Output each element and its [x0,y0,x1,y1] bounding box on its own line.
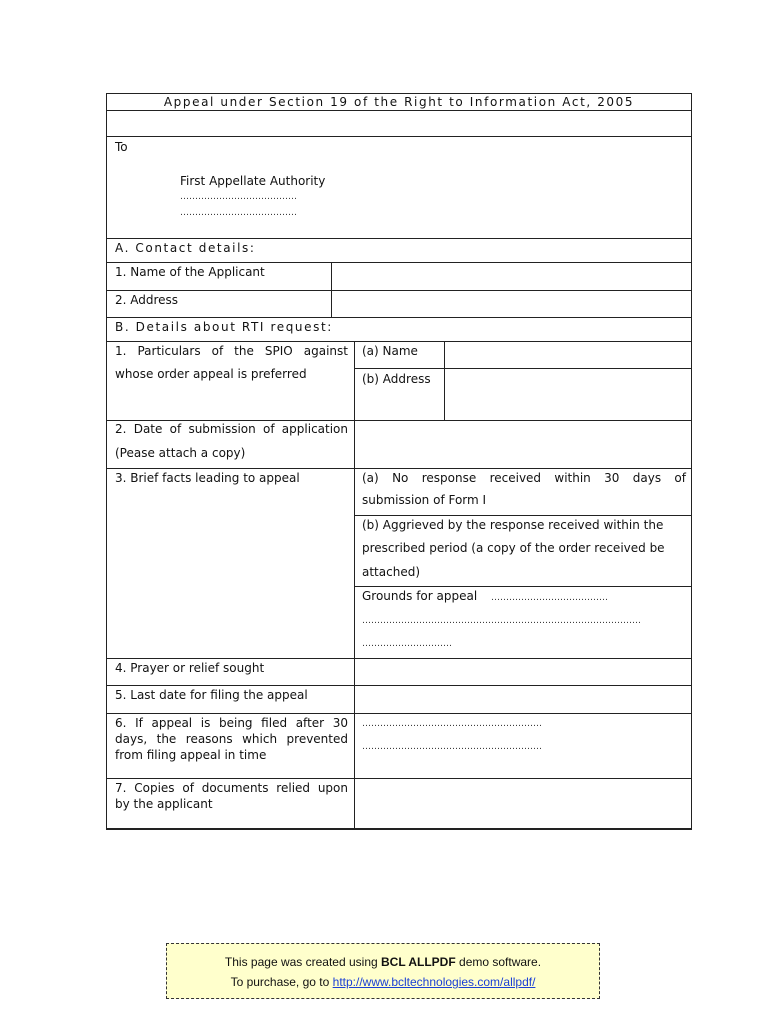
column-divider [354,341,355,830]
last-date-field[interactable] [356,686,691,712]
row-divider [355,368,691,369]
spio-address-label: (b) Address [362,372,431,386]
submission-date-label: 2. Date of submission of application [115,422,348,436]
prayer-relief-field[interactable] [356,659,691,684]
copies-documents-field[interactable] [356,779,691,827]
option-aggrieved-cont-2: attached) [362,565,421,579]
grounds-blank-line-3: ………………………… [362,639,452,649]
last-date-label: 5. Last date for filing the appeal [115,688,308,702]
row-divider [107,468,691,469]
address-label: 2. Address [115,293,179,307]
spio-address-field[interactable] [446,370,691,419]
authority-blank-line-1: ………………………………… [180,192,297,202]
applicant-name-field[interactable] [333,263,691,289]
column-divider [444,341,445,420]
row-divider [107,110,691,111]
option-no-response: (a) No response received within 30 days of [362,471,686,485]
submission-date-note: (Pease attach a copy) [115,446,246,460]
notice-suffix: demo software. [455,955,542,969]
option-aggrieved: (b) Aggrieved by the response received within the [362,518,664,532]
copies-documents-label: 7. Copies of documents relied upon [115,781,348,795]
row-divider [355,515,691,516]
spio-name-label: (a) Name [362,344,418,358]
authority-label: First Appellate Authority [180,174,326,188]
spio-particulars-label-cont: whose order appeal is preferred [115,367,307,381]
grounds-blank-line-2: ………………………………………………………………………………… [362,616,641,626]
section-b-heading: B. Details about RTI request: [115,320,333,334]
notice-purchase-prefix: To purchase, go to [230,975,333,989]
purchase-link[interactable]: http://www.bcltechnologies.com/allpdf/ [332,975,536,989]
spio-particulars-label: 1. Particulars of the SPIO against [115,344,348,358]
row-divider [107,136,691,137]
grounds-for-appeal-label: Grounds for appeal [362,589,478,603]
delay-reasons-label-cont-2: from filing appeal in time [115,748,267,762]
appeal-form [106,93,692,830]
delay-reasons-blank-line-2: …………………………………………………… [362,742,542,752]
notice-line-1 [167,955,599,969]
row-divider [107,713,691,714]
notice-brand: BCL ALLPDF [381,955,456,969]
form-title: Appeal under Section 19 of the Right to Information Act, 2005 [163,95,635,109]
row-divider [107,238,691,239]
copies-documents-label-cont: by the applicant [115,797,213,811]
notice-line-2 [167,975,599,989]
option-no-response-cont: submission of Form I [362,493,487,507]
column-divider [331,262,332,317]
grounds-blank-line-1: ………………………………… [491,593,608,603]
address-field[interactable] [333,291,691,316]
row-divider [355,586,691,587]
prayer-relief-label: 4. Prayer or relief sought [115,661,265,675]
authority-blank-line-2: ………………………………… [180,208,297,218]
delay-reasons-label: 6. If appeal is being filed after 30 [115,716,348,730]
delay-reasons-blank-line-1: …………………………………………………… [362,719,542,729]
delay-reasons-label-cont: days, the reasons which prevented [115,732,348,746]
brief-facts-label: 3. Brief facts leading to appeal [115,471,300,485]
notice-prefix: This page was created using [224,955,382,969]
demo-software-notice [166,943,600,999]
option-aggrieved-cont: prescribed period (a copy of the order received be [362,541,665,555]
applicant-name-label: 1. Name of the Applicant [115,265,265,279]
section-a-heading: A. Contact details: [115,241,256,255]
row-divider [107,317,691,318]
spio-name-field[interactable] [446,342,691,367]
to-label: To [115,140,128,154]
submission-date-field[interactable] [356,421,691,467]
